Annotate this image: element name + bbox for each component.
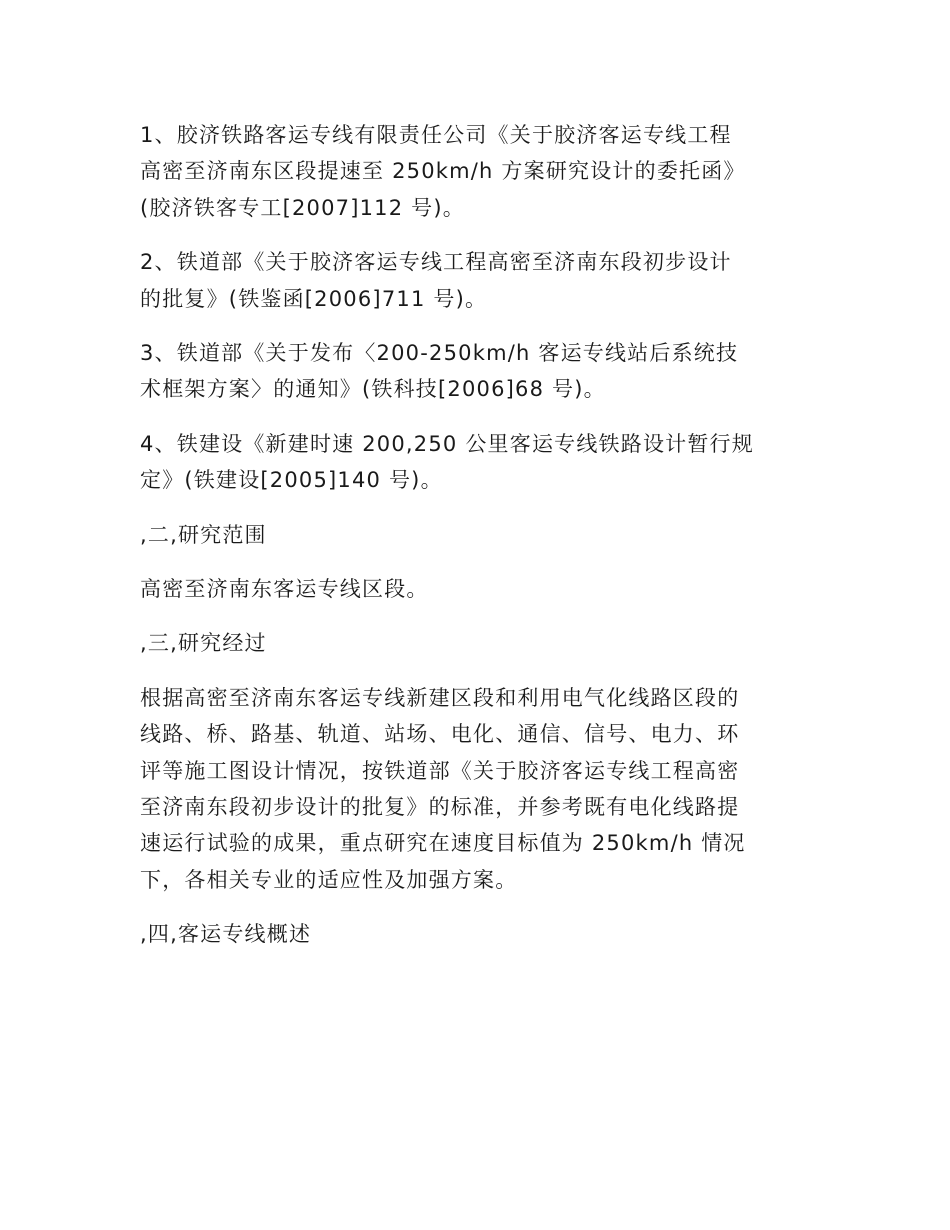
text-line: 定》(铁建设[2005]140 号)。 xyxy=(140,468,443,493)
reference-item-3 xyxy=(140,335,810,408)
scope-paragraph xyxy=(140,571,810,607)
text-line: 1、胶济铁路客运专线有限责任公司《关于胶济客运专线工程 xyxy=(140,123,732,147)
document-page xyxy=(140,117,810,970)
text-line: 速运行试验的成果，重点研究在速度目标值为 250km/h 情况 xyxy=(140,831,746,856)
section-heading-scope: ,二,研究范围 xyxy=(140,522,267,547)
section-heading-overview: ,四,客运专线概述 xyxy=(140,922,312,947)
text-line: 3、铁道部《关于发布〈200-250km/h 客运专线站后系统技 xyxy=(140,340,739,365)
section-heading-process: ,三,研究经过 xyxy=(140,631,267,656)
text-line: 2、铁道部《关于胶济客运专线工程高密至济南东段初步设计 xyxy=(140,250,732,275)
text-line: 评等施工图设计情况，按铁道部《关于胶济客运专线工程高密 xyxy=(140,758,740,783)
text-line: 线路、桥、路基、轨道、站场、电化、通信、信号、电力、环 xyxy=(140,722,740,747)
text-line: 的批复》(铁鉴函[2006]711 号)。 xyxy=(140,286,488,311)
text-line: 4、铁建设《新建时速 200,250 公里客运专线铁路设计暂行规 xyxy=(140,431,754,456)
text-line: 术框架方案〉的通知》(铁科技[2006]68 号)。 xyxy=(140,377,606,402)
text-line: 至济南东段初步设计的批复》的标准，并参考既有电化线路提 xyxy=(140,794,740,819)
text-line: (胶济铁客专工[2007]112 号)。 xyxy=(140,195,465,220)
process-paragraph xyxy=(140,680,810,898)
reference-item-1 xyxy=(140,117,810,226)
text-line: 高密至济南东区段提速至 250km/h 方案研究设计的委托函》 xyxy=(140,159,746,184)
text-line: 根据高密至济南东客运专线新建区段和利用电气化线路区段的 xyxy=(140,685,740,710)
text-line: 下，各相关专业的适应性及加强方案。 xyxy=(140,867,518,892)
text-line: 高密至济南东客运专线区段。 xyxy=(140,576,429,601)
reference-item-4 xyxy=(140,426,810,499)
reference-item-2 xyxy=(140,244,810,317)
